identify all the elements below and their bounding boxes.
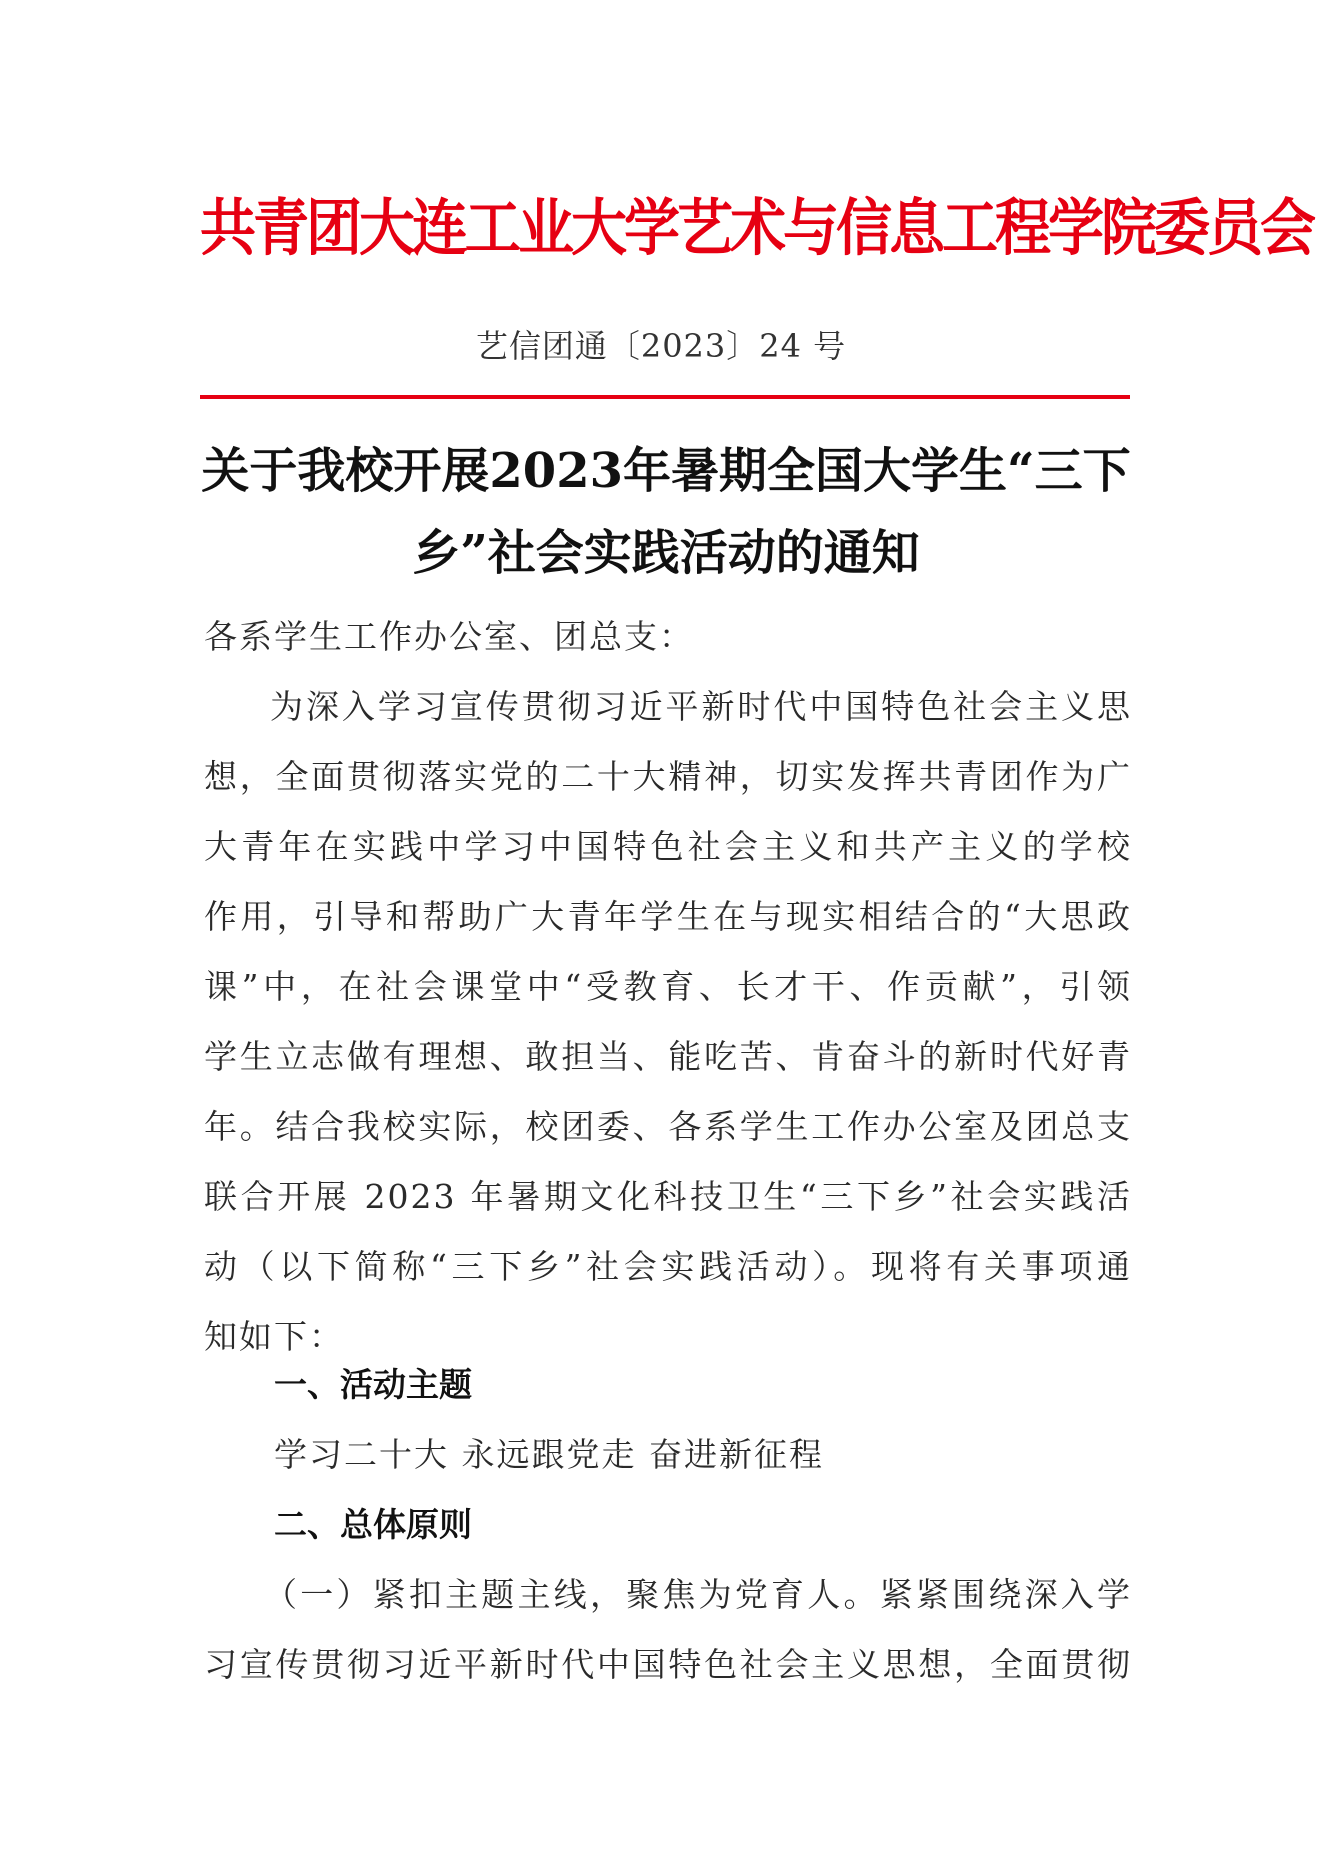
paragraph-line: 动（以下简称“三下乡”社会实践活动）。现将有关事项通: [204, 1247, 1132, 1286]
red-separator-line: [200, 395, 1130, 399]
paragraph-line: 联合开展 2023 年暑期文化科技卫生“三下乡”社会实践活: [204, 1177, 1132, 1216]
salutation: 各系学生工作办公室、团总支：: [204, 617, 694, 656]
paragraph-line: 课”中，在社会课堂中“受教育、长才干、作贡献”，引领: [204, 967, 1132, 1006]
paragraph-line: 年。结合我校实际，校团委、各系学生工作办公室及团总支: [204, 1107, 1132, 1146]
activity-theme-text: 学习二十大 永远跟党走 奋进新征程: [274, 1435, 824, 1474]
title-line-2: 乡”社会实践活动的通知: [412, 525, 920, 581]
paragraph-line: （一）紧扣主题主线，聚焦为党育人。紧紧围绕深入学: [264, 1575, 1132, 1614]
paragraph-line: 大青年在实践中学习中国特色社会主义和共产主义的学校: [204, 827, 1132, 866]
paragraph-line: 学生立志做有理想、敢担当、能吃苦、肯奋斗的新时代好青: [204, 1037, 1132, 1076]
paragraph-line: 为深入学习宣传贯彻习近平新时代中国特色社会主义思: [270, 687, 1132, 726]
document-title: [196, 430, 1136, 594]
paragraph-line: 知如下：: [204, 1317, 344, 1356]
issuing-organization-header: 共青团大连工业大学艺术与信息工程学院委员会: [200, 191, 1313, 265]
principles-paragraph: [204, 1560, 1132, 1700]
intro-paragraph: [204, 672, 1132, 1372]
document-number: 艺信团通〔2023〕24 号: [475, 327, 847, 365]
paragraph-line: 习宣传贯彻习近平新时代中国特色社会主义思想，全面贯彻: [204, 1645, 1132, 1684]
title-line-1: 关于我校开展2023年暑期全国大学生“三下: [201, 443, 1131, 499]
paragraph-line: 想，全面贯彻落实党的二十大精神，切实发挥共青团作为广: [204, 757, 1132, 796]
section-heading-principles: 二、总体原则: [274, 1505, 472, 1544]
section-heading-theme: 一、活动主题: [274, 1365, 472, 1404]
paragraph-line: 作用，引导和帮助广大青年学生在与现实相结合的“大思政: [204, 897, 1132, 936]
